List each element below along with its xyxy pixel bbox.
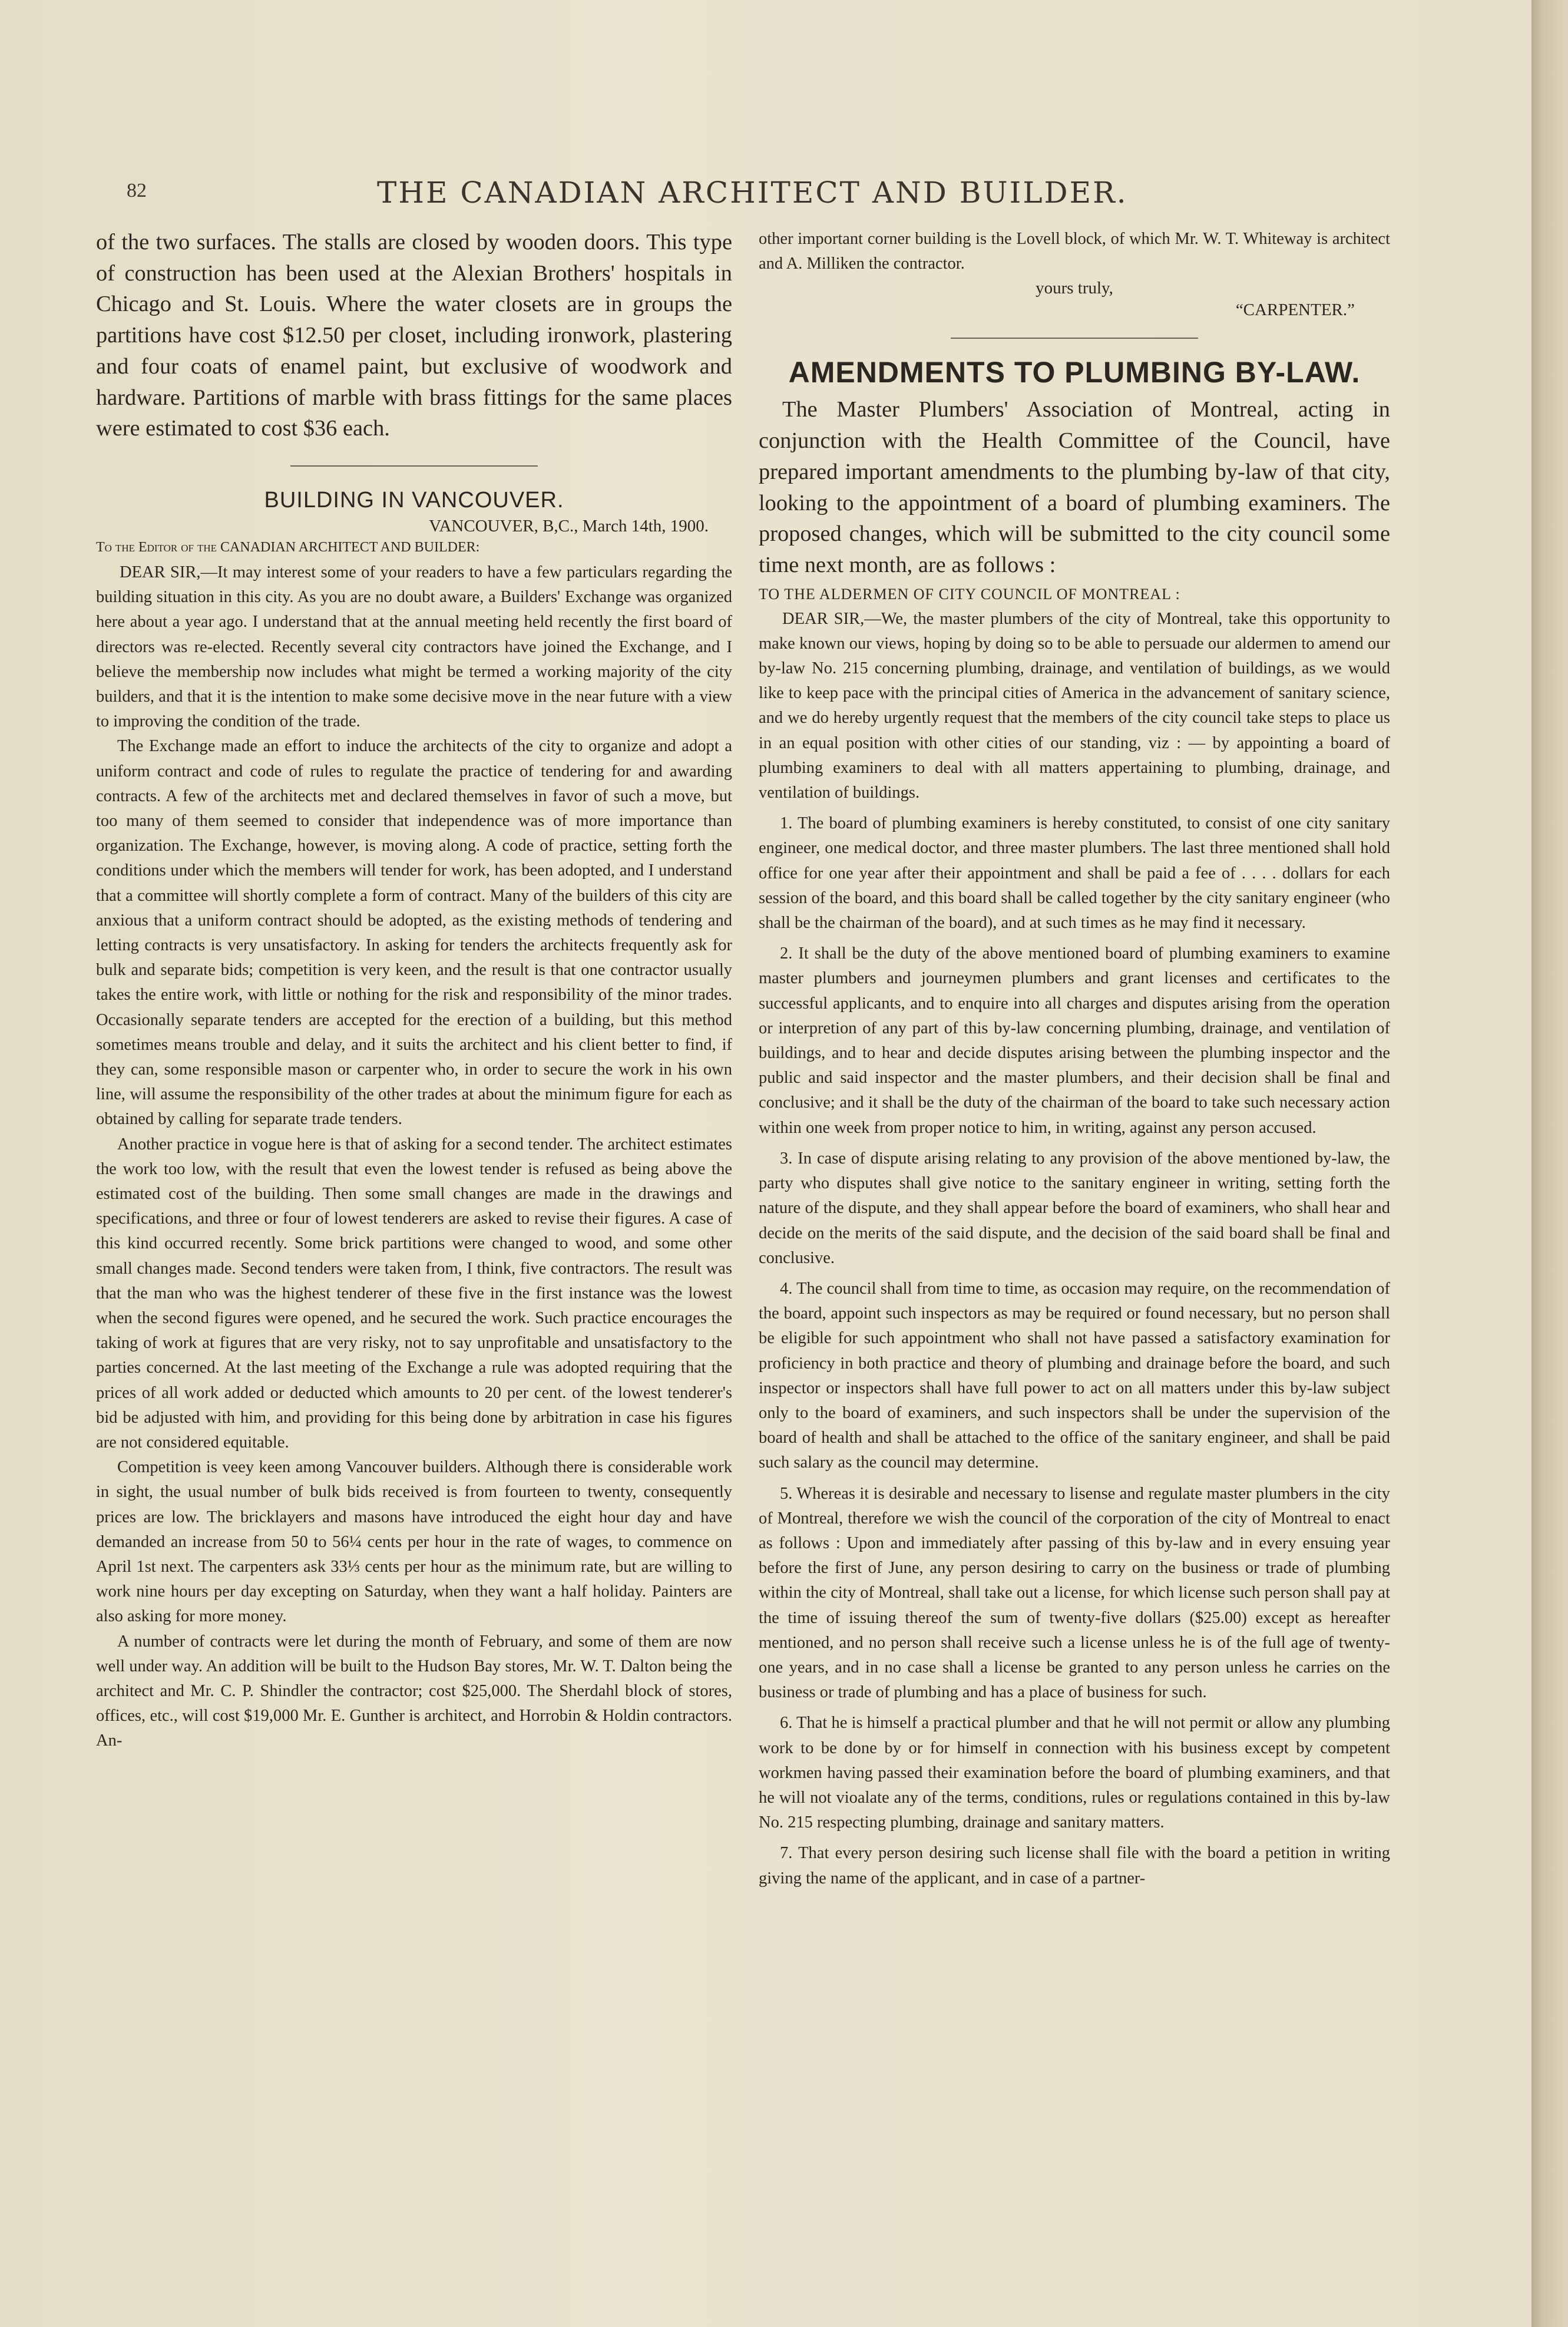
by-law-item: 7. That every person desiring such license shall file with the board a petition in writing giving the name of the applicant, and in case of a partner- [759,1844,1390,1888]
plumbers-letter: DEAR SIR,—We, the master plumbers of the city of Montreal, take this opportunity to make known our views, hoping by doing so to be able to persuade our aldermen to amend our by-law No. 215 concerning plumbing, drainage, and ventilation of buildings, as we would like to keep pace with the principal cities of America in the advancement of sanitary science, and we do hereby urgently request that the members of the city council take steps to place us in an equal position with other cities of our standing, viz : — by appointing a board of plumbing examiners to deal with all matters appertaining to plumbing, drainage, and ventilation of buildings. [759,609,1390,802]
amendments-intro: The Master Plumbers' Association of Montreal, acting in conjunction with the Health Committee of the Council, have prepared important amendments to the plumbing by-law of that city, looking to the appointment of a board of plumbing examiners. The proposed changes, which will be submitted to the city council some time next month, are as follows : [759,397,1390,577]
by-law-item: 3. In case of dispute arising relating to any provision of the above mentioned by-law, the party who disputes shall give notice to the sanitary engineer in writing, setting forth the nature of the dispute, and they shall appear before the board of examiners, who shall hear and decide on the merits of the said dispute, and the decision of the said board shall be final and conclusive. [759,1149,1390,1267]
by-law-item: 5. Whereas it is desirable and necessary to lisense and regulate master plumbers in the city of Montreal, therefore we wish the council of the corporation of the city of Montreal to enact as follows : Upon and immediately after passing of this by-law and in every ensuing year before the first of June, any person desiring to carry on the business or trade of plumbing within the city of Montreal, shall take out a license, for which license such person shall pay at the time of issuing thereof the sum of twenty-five dollars ($25.00) except as hereafter mentioned, and no person shall receive such a license unless he is of the full age of twenty-one years, and in no case shall a license be granted to any person unless he carries on the business or trade of plumbing and has a place of business for such. [759,1484,1390,1702]
by-law-item: 2. It shall be the duty of the above mentioned board of plumbing examiners to examine master plumbers and journeymen plumbers and grant licenses and certificates to the successful applicants, and to enquire into all charges and disputes arising from the operation or interpretion of any part of this by-law concerning plumbing, drainage, and ventilation of buildings, and to hear and decide disputes arising between the plumbing inspector and the public and said inspector and the master plumbers, and their decision shall be final and conclusive; and it shall be the duty of the chairman of the board to take such necessary action within one week from proper notice to him, in writing, against any person accused. [759,944,1390,1137]
letter-closing: yours truly, [1036,279,1113,298]
letter-signature: “CARPENTER.” [1235,300,1355,320]
by-law-item: 6. That he is himself a practical plumber and that he will not permit or allow any plumbing work to be done by or for himself in connection with his business except by competent workmen having passed their examination before the board of plumbing examiners, and that he will not vioalate any of the terms, conditions, rules or regulations contained in this by-law No. 215 respecting plumbing, drainage and sanitary matters. [759,1714,1390,1832]
page-number: 82 [127,180,147,201]
by-law-item: 1. The board of plumbing examiners is hereby constituted, to consist of one city sanitary engineer, one medical doctor, and three master plumbers. The last three mentioned shall hold office for one year after their appointment and shall be paid a fee of . . . . dollars for each session of the board, and this board shall be called together by the city sanitary engineer (who shall be the chairman of the board), and at such times as he may find it necessary. [759,814,1390,933]
right-divider [951,338,1198,339]
vancouver-dateline: VANCOUVER, B,C., March 14th, 1900. [429,516,709,536]
vancouver-paragraph-3: Another practice in vogue here is that of asking for a second tender. The architect estimates the work too low, with the result that even the lowest tender is refused as being above the estimated cost of the building. Then some small changes are made in the drawings and specifications, and three or four of lowest tenderers are asked to revise their figures. A case of this kind occurred recently. Some brick partitions were changed to wood, and some other small changes made. Second tenders were taken from, I think, five contractors. The result was that the man who was the highest tenderer of these five in the first instance was the lowest when the second figures were opened, and he secured the work. Such practice encourages the taking of work at figures that are very risky, not to say unprofitable and unsatisfactory to the parties concerned. At the last meeting of the Exchange a rule was adopted requiring that the prices of all work added or deducted which amounts to 20 per cent. of the lowest tenderer's bid be adjusted with him, and providing for this being done by arbitration in case his figures are not considered equitable. [96,1135,732,1452]
amendments-heading: AMENDMENTS TO PLUMBING BY-LAW. [788,356,1361,389]
masthead: THE CANADIAN ARCHITECT AND BUILDER. [377,176,1128,210]
left-column [96,227,732,1754]
left-intro-paragraph: of the two surfaces. The stalls are closed by wooden doors. This type of construction has been used at the Alexian Brothers' hospitals in Chicago and St. Louis. Where the water closets are in groups the partitions have cost $12.50 per closet, including ironwork, plastering and four coats of enamel paint, but exclusive of woodwork and hardware. Partitions of marble with brass fittings for the same places were estimated to cost $36 each. [96,230,732,441]
vancouver-paragraph-5: A number of contracts were let during the month of February, and some of them are now well under way. An addition will be built to the Hudson Bay stores, Mr. W. T. Dalton being the architect and Mr. C. P. Shindler the contractor; cost $25,000. The Sherdahl block of stores, offices, etc., will cost $19,000 Mr. E. Gunther is architect, and Horrobin & Holdin contractors. An- [96,1632,732,1750]
left-divider [290,465,538,467]
page-edge [1531,0,1568,2327]
vancouver-heading: BUILDING IN VANCOUVER. [264,487,564,513]
by-law-item: 4. The council shall from time to time, as occasion may require, on the recommendation of the board, appoint such inspectors as may be required or found necessary, but no person shall be eligible for such appointment who shall not have passed a satisfactory examination for proficiency in both practice and theory of plumbing and drainage before the board, and such inspector or inspectors shall have full power to act on all matters under this by-law subject only to the board of examiners, and such inspectors shall be under the supervision of the board of health and shall be attached to the office of the sanitary engineer, and shall be paid such salary as the council may determine. [759,1279,1390,1472]
right-column [759,227,1390,1891]
editor-address: To the Editor of the CANADIAN ARCHITECT AND BUILDER: [96,539,480,555]
vancouver-paragraph-1: DEAR SIR,—It may interest some of your readers to have a few particulars regarding the building situation in this city. As you are no doubt aware, a Builders' Exchange was organized here about a year ago. I understand that at the annual meeting held recently the first board of directors was re-elected. Recently several city contractors have joined the Exchange, and I believe the membership now includes what might be termed a working majority of the city builders, and that it is the intention to make some decisive move in the near future with a view to improving the condition of the trade. [96,563,732,731]
vancouver-continuation: other important corner building is the Lovell block, of which Mr. W. T. Whiteway is architect and A. Milliken the contractor. [759,230,1390,273]
vancouver-paragraph-4: Competition is veey keen among Vancouver builders. Although there is considerable work in sight, the usual number of bulk bids received is from fourteen to twenty, consequently prices are low. The bricklayers and masons have introduced the eight hour day and have demanded an increase from 50 to 56¼ cents per hour in the rate of wages, to commence on April 1st next. The carpenters ask 33⅓ cents per hour as the minimum rate, but are willing to work nine hours per day excepting on Saturday, when they want a half holiday. Painters are also asking for more money. [96,1458,732,1626]
vancouver-paragraph-2: The Exchange made an effort to induce the architects of the city to organize and adopt a uniform contract and code of rules to regulate the practice of tendering for and awarding contracts. A few of the architects met and declared themselves in favor of such a move, but too many of them seemed to consider that independence was of more importance than organization. The Exchange, however, is moving along. A code of practice, setting forth the conditions under which the members will tender for work, has been adopted, and I understand that a committee will shortly complete a form of contract. Many of the builders of this city are anxious that a uniform contract should be adopted, as the existing methods of tendering and letting contracts is very unsatisfactory. In asking for tenders the architects frequently ask for bulk and separate bids; competition is very keen, and the result is that one contractor usually takes the entire work, with little or nothing for the risk and responsibility of the minor trades. Occasionally separate tenders are accepted for the erection of a building, but this method sometimes means trouble and delay, and it suits the architect and his client better to find, if they can, some responsible mason or carpenter who, in order to secure the work in his own line, will assume the responsibility of the other trades at about the minimum figure for each as obtained by calling for separate trade tenders. [96,737,732,1129]
aldermen-address: TO THE ALDERMEN OF CITY COUNCIL OF MONTREAL : [759,585,1180,603]
